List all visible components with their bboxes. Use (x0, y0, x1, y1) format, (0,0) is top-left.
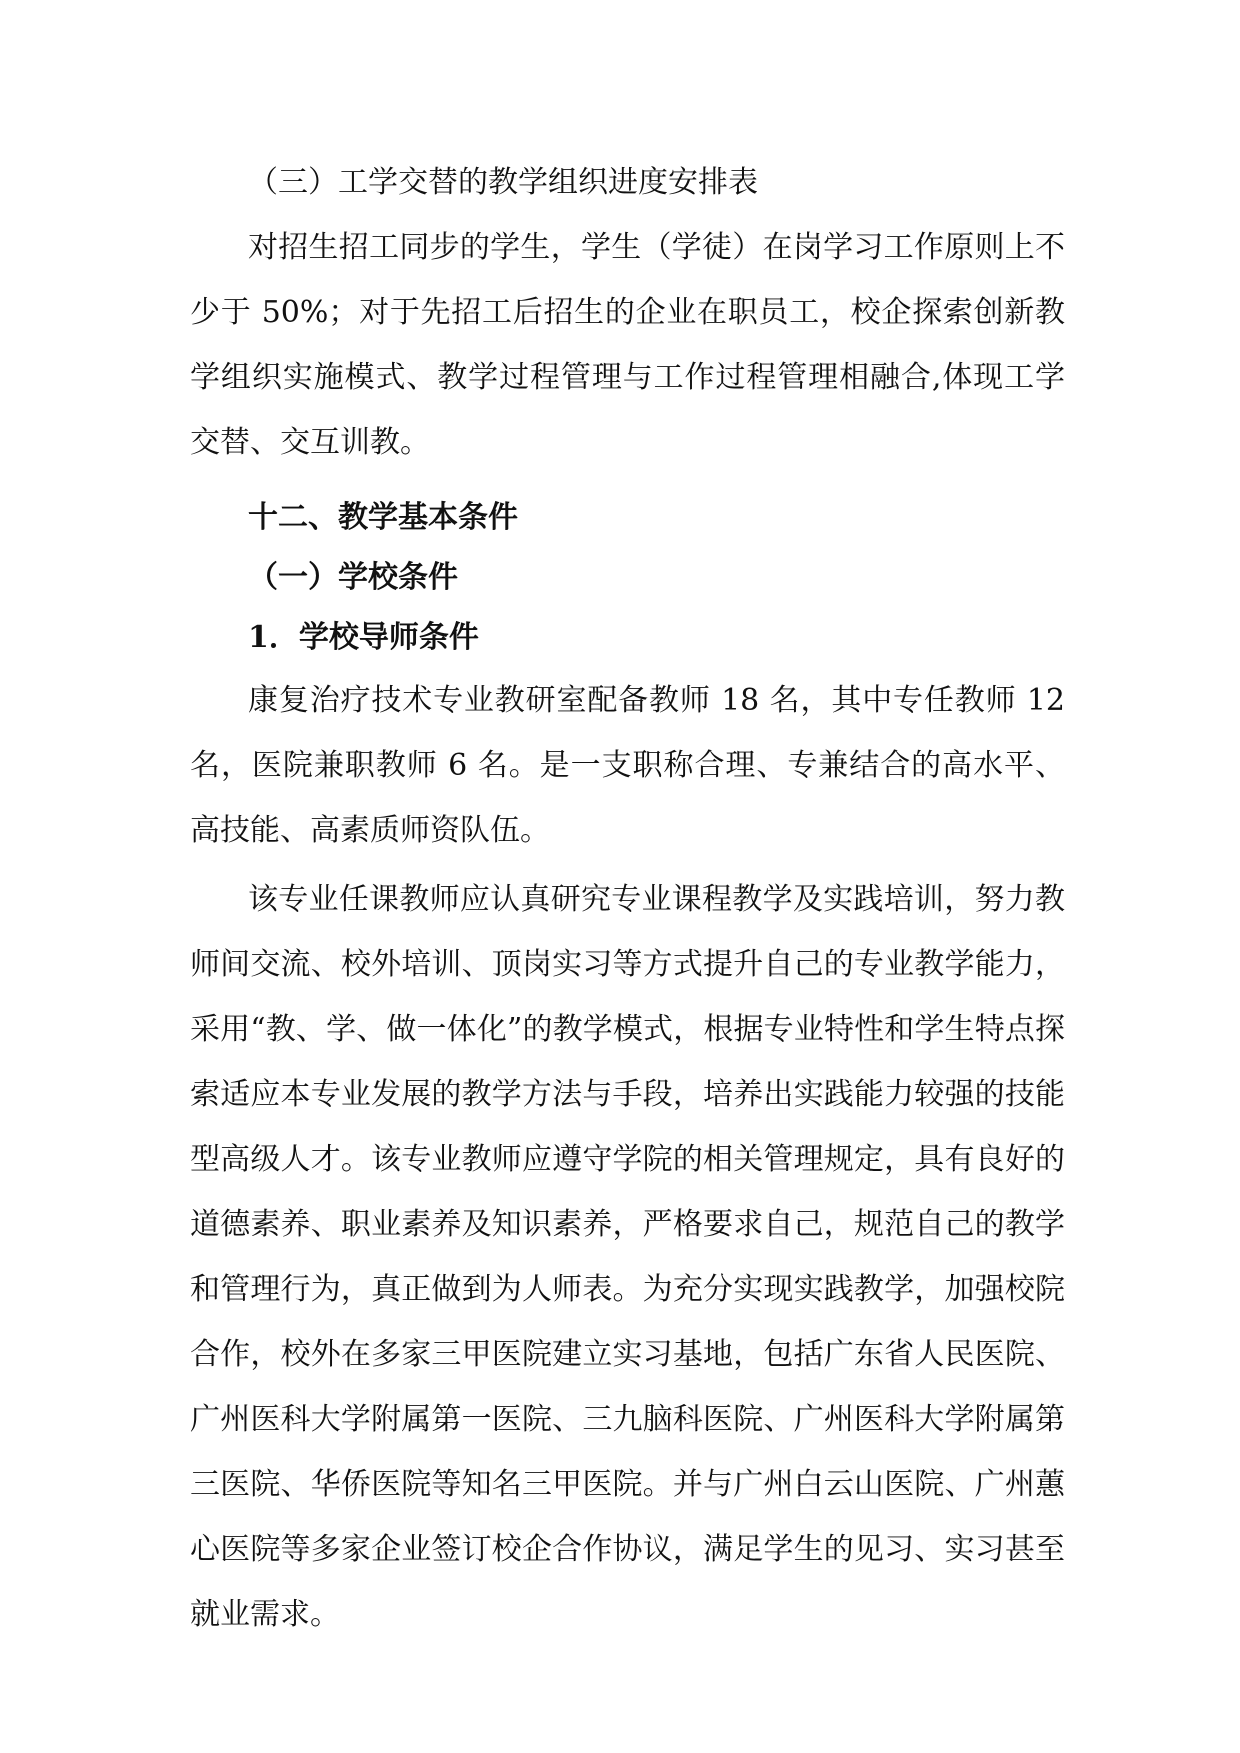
subsection-heading-1: （一）学校条件 (248, 560, 458, 595)
paragraph-teaching-requirements: 该专业任课教师应认真研究专业课程教学及实践培训，努力教师间交流、校外培训、顶岗实习等方式提升自己的专业教学能力，采用“教、学、做一体化”的教学模式，根据专业特性和学生特点探索适应本专业发展的教学方法与手段，培养出实践能力较强的技能型高级人才。该专业教师应遵守学院的相关管理规定，具有良好的道德素养、职业素养及知识素养，严格要求自己，规范自己的教学和管理行为，真正做到为人师表。为充分实现实践教学，加强校院合作，校外在多家三甲医院建立实习基地，包括广东省人民医院、广州医科大学附属第一医院、三九脑科医院、广州医科大学附属第三医院、华侨医院等知名三甲医院。并与广州白云山医院、广州蕙心医院等多家企业签订校企合作协议，满足学生的见习、实习甚至就业需求。 (190, 882, 1065, 1632)
paragraph-work-study: 对招生招工同步的学生，学生（学徒）在岗学习工作原则上不少于 50%；对于先招工后招生的企业在职员工，校企探索创新教学组织实施模式、教学过程管理与工作过程管理相融合,体现工学交替、交互训教。 (190, 230, 1065, 460)
paragraph-faculty: 康复治疗技术专业教研室配备教师 18 名，其中专任教师 12 名，医院兼职教师 6 名。是一支职称合理、专兼结合的高水平、高技能、高素质师资队伍。 (190, 683, 1065, 848)
subsection-heading-3: （三）工学交替的教学组织进度安排表 (248, 165, 758, 200)
item-heading-1: 1．学校导师条件 (248, 620, 479, 655)
section-heading-12: 十二、教学基本条件 (248, 500, 518, 535)
